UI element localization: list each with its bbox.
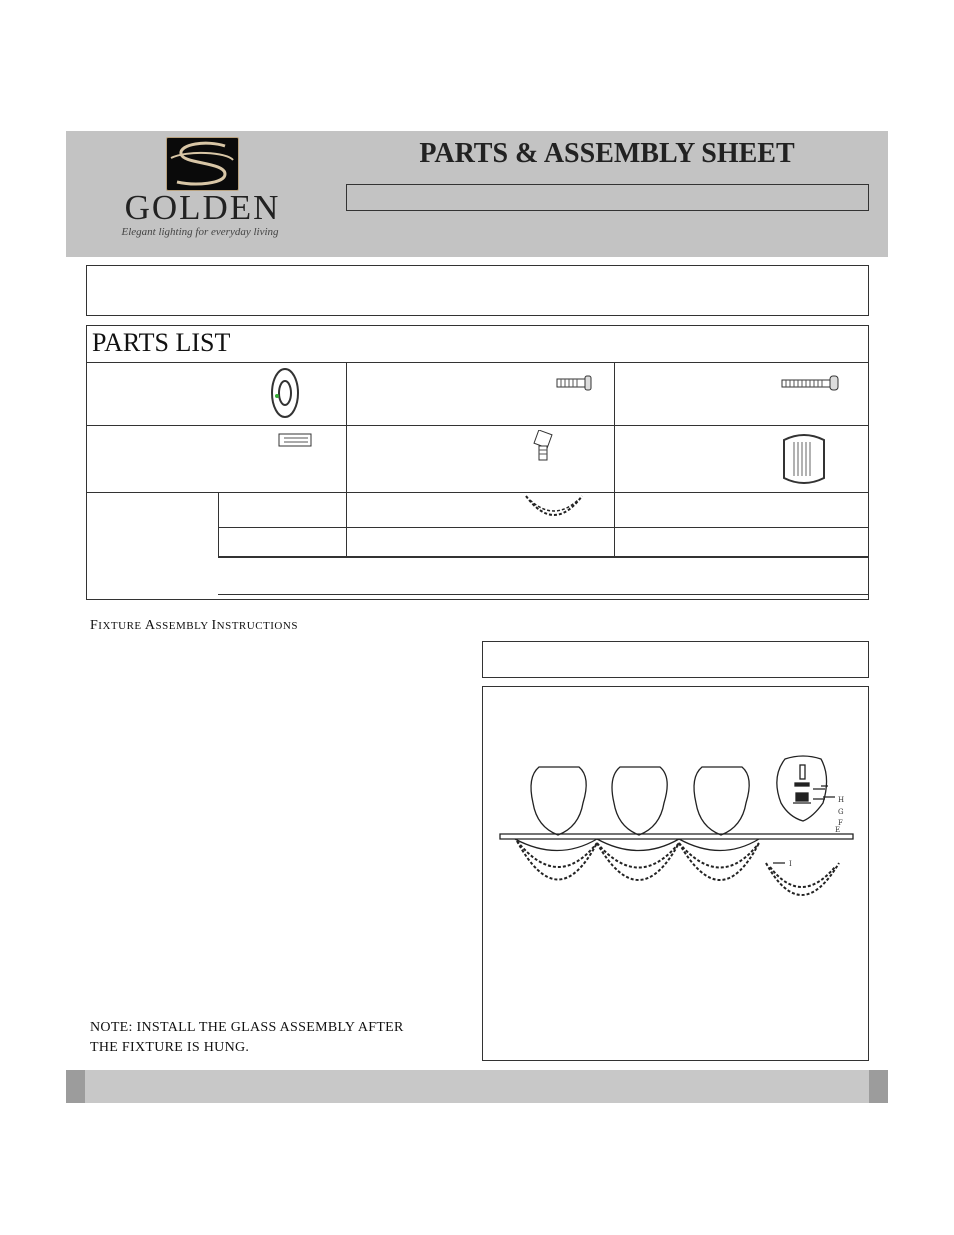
parts-list-title: PARTS LIST <box>92 328 231 357</box>
footer-cap-left <box>66 1070 85 1103</box>
wire-connector-icon <box>278 432 314 450</box>
divider <box>218 594 869 595</box>
divider <box>346 362 347 557</box>
parts-list-table <box>86 325 869 600</box>
divider <box>86 492 869 493</box>
finial-knob-icon <box>780 430 828 488</box>
diagram-label-i: I <box>789 860 792 868</box>
logo-wordmark: GOLDEN <box>124 188 281 227</box>
logo-tagline: Elegant lighting for everyday living <box>121 226 279 238</box>
note-line: NOTE: INSTALL THE GLASS ASSEMBLY AFTER <box>90 1020 404 1035</box>
divider <box>86 425 869 426</box>
diagram-label-h: H <box>838 796 845 804</box>
model-field-box <box>346 184 869 211</box>
diagram-box <box>482 686 869 1061</box>
divider <box>614 362 615 557</box>
info-box <box>86 265 869 316</box>
page-title: PARTS & ASSEMBLY SHEET <box>419 138 795 169</box>
canopy-plate-icon <box>265 366 305 420</box>
divider <box>86 362 869 363</box>
footer-cap-right <box>869 1070 888 1103</box>
note-line: THE FIXTURE IS HUNG. <box>90 1040 250 1055</box>
logo-mark <box>166 137 239 191</box>
screw-icon <box>555 375 595 391</box>
assembly-instructions-heading: FIXTURE ASSEMBLY INSTRUCTIONS <box>90 618 298 633</box>
diagram-header-box <box>482 641 869 678</box>
install-note <box>90 1018 470 1058</box>
divider <box>218 492 219 557</box>
long-screw-icon <box>780 375 842 391</box>
diagram-label-f: F <box>838 819 843 827</box>
fixture-diagram <box>483 687 868 1060</box>
footer-bar <box>66 1070 888 1103</box>
diagram-label-g: G <box>838 808 844 816</box>
hex-screw-icon <box>528 430 558 462</box>
diagram-label-e: E <box>835 826 841 834</box>
crystal-chain-icon <box>522 494 586 528</box>
divider <box>218 556 869 558</box>
